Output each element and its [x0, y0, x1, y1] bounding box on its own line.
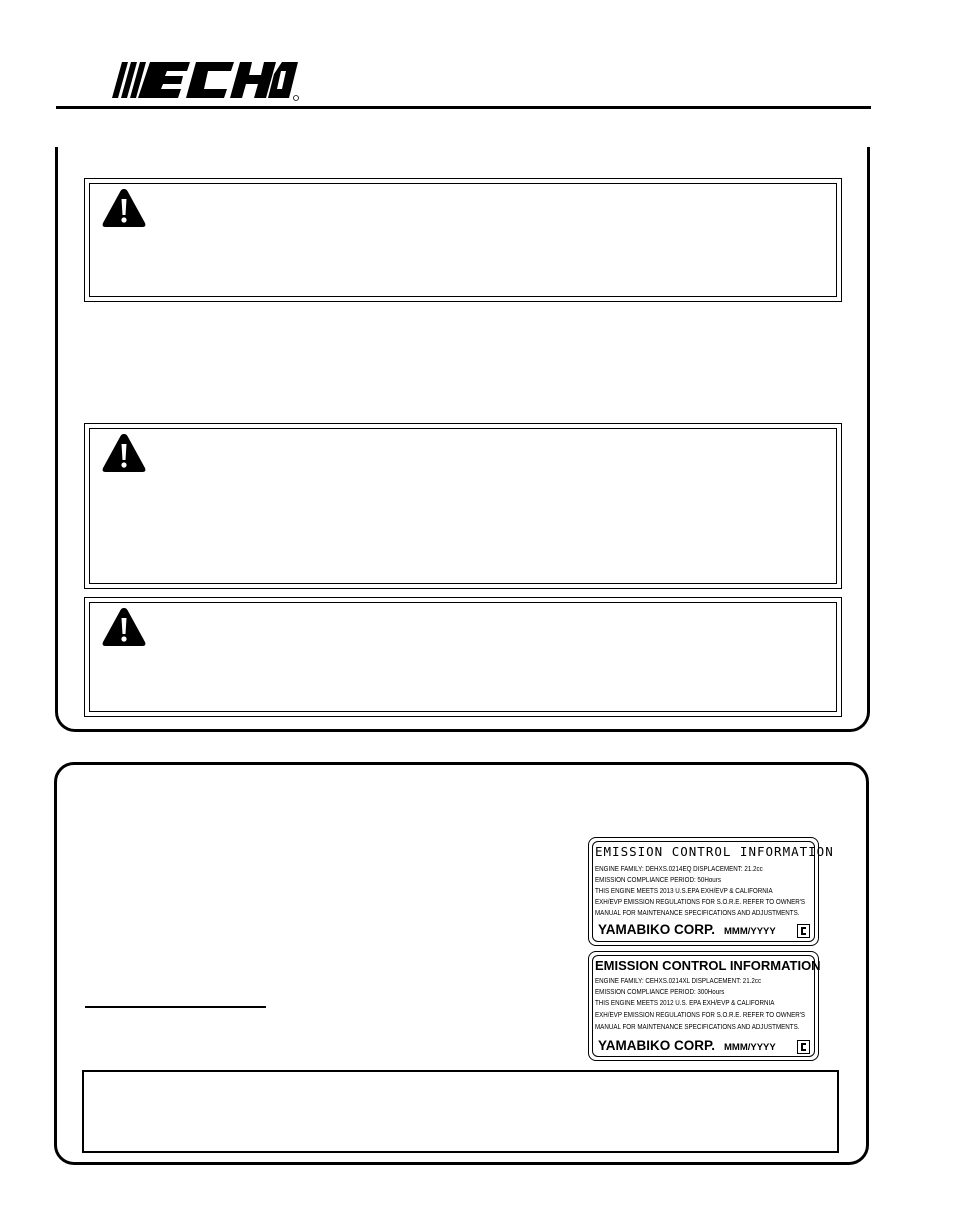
- echo-logo: [108, 58, 300, 102]
- warning-box-1: [84, 178, 842, 302]
- emission-label-date: MMM/YYYY: [724, 1042, 776, 1053]
- emission-label-line: THIS ENGINE MEETS 2012 U.S. EPA EXH/EVP & CALIFORNIA: [595, 998, 775, 1007]
- e-mark-icon: [797, 924, 810, 938]
- warning-triangle-icon: [101, 432, 147, 474]
- emission-label-line: MANUAL FOR MAINTENANCE SPECIFICATIONS AND ADJUSTMENTS.: [595, 908, 800, 917]
- emission-label-maker: YAMABIKO CORP.: [598, 922, 716, 937]
- emission-label-line: THIS ENGINE MEETS 2013 U.S.EPA EXH/EVP & CALIFORNIA: [595, 886, 773, 895]
- emission-label-date: MMM/YYYY: [724, 926, 776, 937]
- warning-triangle-icon: [101, 606, 147, 648]
- emission-label-line: EXH/EVP EMISSION REGULATIONS FOR S.O.R.E. REFER TO OWNER'S: [595, 1010, 806, 1019]
- emission-label-line: EXH/EVP EMISSION REGULATIONS FOR S.O.R.E. REFER TO OWNER'S: [595, 897, 806, 906]
- emission-label-2: [588, 951, 819, 1061]
- header-rule: [56, 106, 871, 109]
- emission-label-1: [588, 837, 834, 946]
- emission-label-title: EMISSION CONTROL INFORMATION: [595, 958, 821, 973]
- warning-triangle-icon: [101, 187, 147, 229]
- emission-label-line: ENGINE FAMILY: CEHXS.0214XL DISPLACEMENT: 21.2cc: [595, 976, 762, 985]
- emission-label-line: MANUAL FOR MAINTENANCE SPECIFICATIONS AND ADJUSTMENTS.: [595, 1022, 800, 1031]
- e-mark-icon: [797, 1040, 810, 1054]
- note-box: [82, 1070, 839, 1153]
- emission-label-line: EMISSION COMPLIANCE PERIOD: 300Hours: [595, 987, 725, 996]
- emission-label-line: EMISSION COMPLIANCE PERIOD: 50Hours: [595, 875, 721, 884]
- emission-label-title: EMISSION CONTROL INFORMATION: [595, 844, 834, 859]
- emission-label-line: ENGINE FAMILY: DEHXS.0214EQ DISPLACEMENT: 21.2cc: [595, 864, 763, 873]
- heading-underline: [85, 1006, 266, 1008]
- emission-label-maker: YAMABIKO CORP.: [598, 1038, 716, 1053]
- warning-box-2: [84, 423, 842, 589]
- warning-box-3: [84, 597, 842, 717]
